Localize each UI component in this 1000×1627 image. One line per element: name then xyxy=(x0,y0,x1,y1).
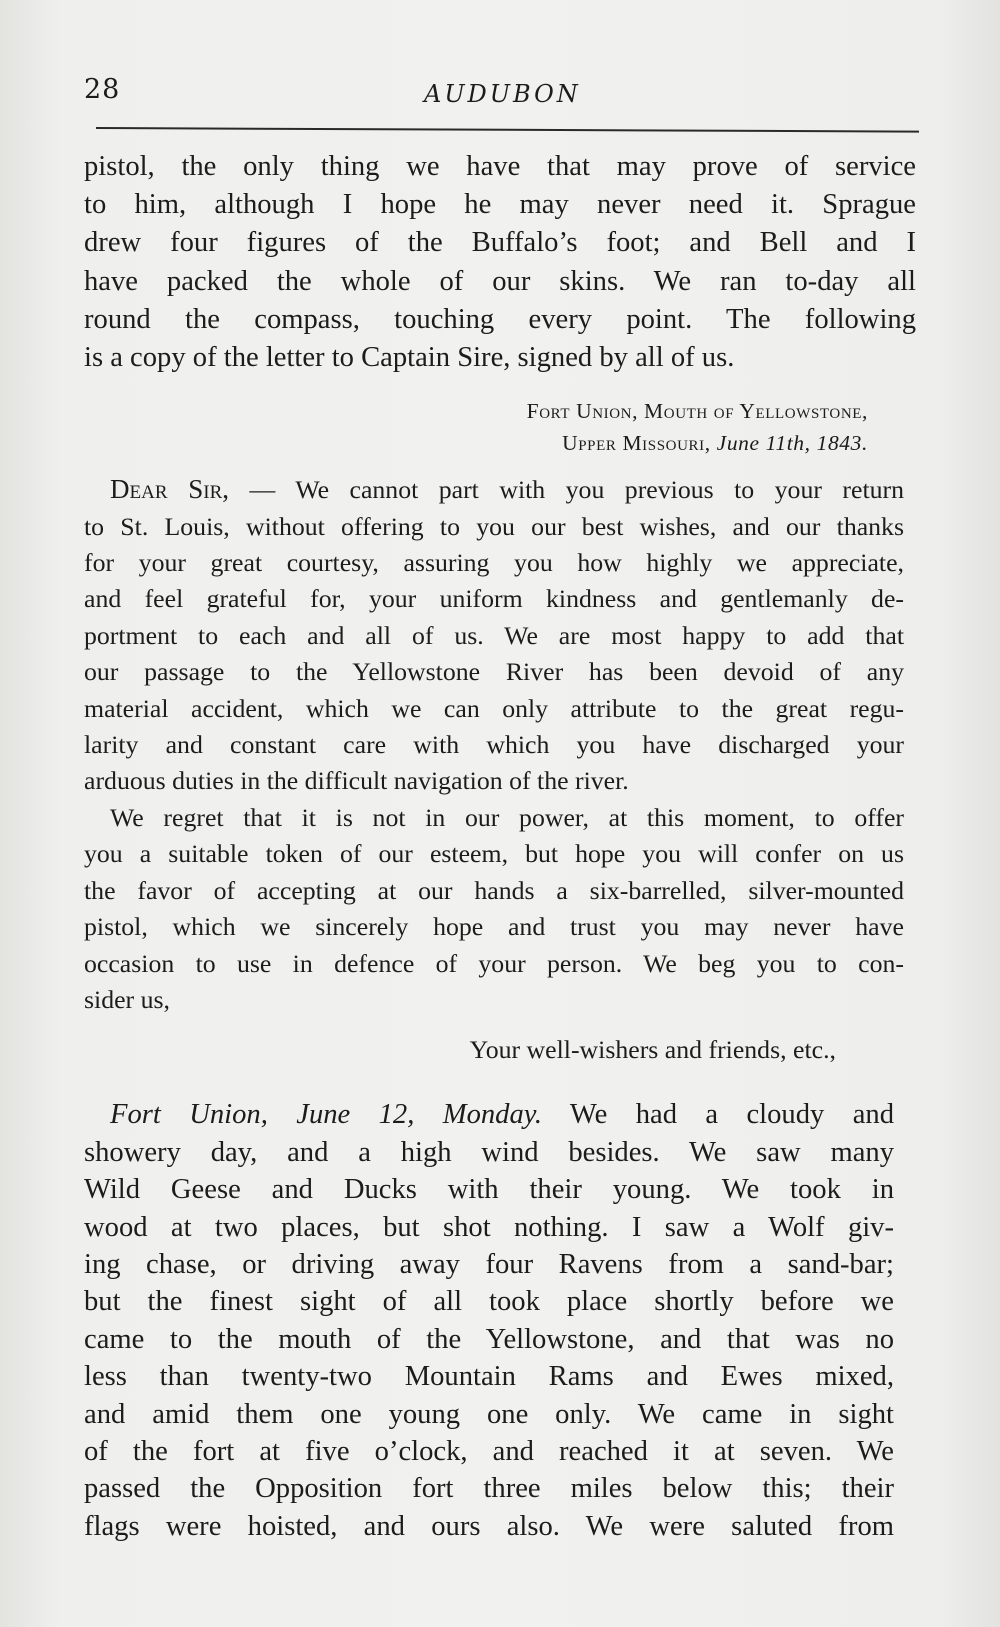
text-line: portment to each and all of us. We are most happy to add that xyxy=(84,620,904,650)
letter-paragraph xyxy=(84,800,904,1018)
letter-paragraph xyxy=(84,471,904,800)
text-line: and amid them one young one only. We came in sight xyxy=(84,1398,894,1430)
text-line: for your great courtesy, assuring you how highly we appreciate, xyxy=(84,548,904,578)
dateline-place: Fort Union, Mouth of Yellowstone, xyxy=(526,399,868,424)
text-line: passed the Opposition fort three miles below this; their xyxy=(84,1473,894,1505)
text-line: showery day, and a high wind besides. We saw many xyxy=(84,1136,894,1168)
page-body xyxy=(84,148,916,1545)
journal-entry xyxy=(84,1096,894,1545)
text-line xyxy=(84,1096,894,1133)
text-line: occasion to use in defence of your person. We beg you to con- xyxy=(84,948,904,978)
text-line: but the finest sight of all took place shortly before we xyxy=(84,1286,894,1318)
text-line: and feel grateful for, your uniform kindness and gentlemanly de- xyxy=(84,584,904,614)
text-line: We regret that it is not in our power, at this moment, to offer xyxy=(110,802,904,832)
text-line: have packed the whole of our skins. We ran to-day all xyxy=(84,265,916,297)
journal-first-line: We had a cloudy and xyxy=(542,1099,894,1131)
text-line: the favor of accepting at our hands a six-barrelled, silver-mounted xyxy=(84,875,904,905)
opening-paragraph xyxy=(84,148,916,377)
header-rule xyxy=(96,127,919,133)
letter xyxy=(84,471,904,1018)
text-line: flags were hoisted, and ours also. We were saluted from xyxy=(84,1510,894,1542)
page-header xyxy=(84,70,920,120)
letter-signoff: Your well-wishers and friends, etc., xyxy=(469,1035,836,1065)
text-line: pistol, the only thing we have that may prove of service xyxy=(84,151,916,182)
text-line: sider us, xyxy=(84,984,170,1014)
dateline-second-line xyxy=(84,427,868,459)
text-line xyxy=(84,471,904,508)
running-head: AUDUBON xyxy=(424,80,581,108)
text-line: to him, although I hope he may never need it. Sprague xyxy=(84,189,916,221)
letter-salutation: Dear Sir, xyxy=(110,474,230,505)
letter-first-line: — We cannot part with you previous to your return xyxy=(229,475,905,505)
text-line: wood at two places, but shot nothing. I saw a Wolf giv- xyxy=(84,1211,894,1243)
text-line: you a suitable token of our esteem, but hope you will confer on us xyxy=(84,839,904,869)
text-line: drew four figures of the Buffalo’s foot; and Bell and I xyxy=(84,227,916,259)
text-line: larity and constant care with which you have discharged your xyxy=(84,730,904,760)
dateline-date: June 11th, 1843. xyxy=(716,431,868,456)
text-line: arduous duties in the difficult navigation of the river. xyxy=(84,766,629,796)
text-line: round the compass, touching every point. The following xyxy=(84,303,916,335)
journal-date-heading: Fort Union, June 12, Monday. xyxy=(110,1099,543,1131)
letter-dateline xyxy=(84,395,916,459)
text-line: Wild Geese and Ducks with their young. We took in xyxy=(84,1174,894,1206)
text-line: our passage to the Yellowstone River has been devoid of any xyxy=(84,657,904,687)
text-line: of the fort at five o’clock, and reached it at seven. We xyxy=(84,1435,894,1467)
text-line: came to the mouth of the Yellowstone, and that was no xyxy=(84,1323,894,1355)
text-line: ing chase, or driving away four Ravens from a sand-bar; xyxy=(84,1248,894,1280)
dateline-region: Upper Missouri, xyxy=(562,431,711,456)
text-line: material accident, which we can only attribute to the great regu- xyxy=(84,693,904,723)
text-line: pistol, which we sincerely hope and trust you may never have xyxy=(84,912,904,942)
text-line: less than twenty-two Mountain Rams and Ewes mixed, xyxy=(84,1361,894,1393)
text-line: to St. Louis, without offering to you our best wishes, and our thanks xyxy=(84,511,904,541)
page-number: 28 xyxy=(84,74,121,105)
text-line: is a copy of the letter to Captain Sire, signed by all of us. xyxy=(84,342,735,374)
